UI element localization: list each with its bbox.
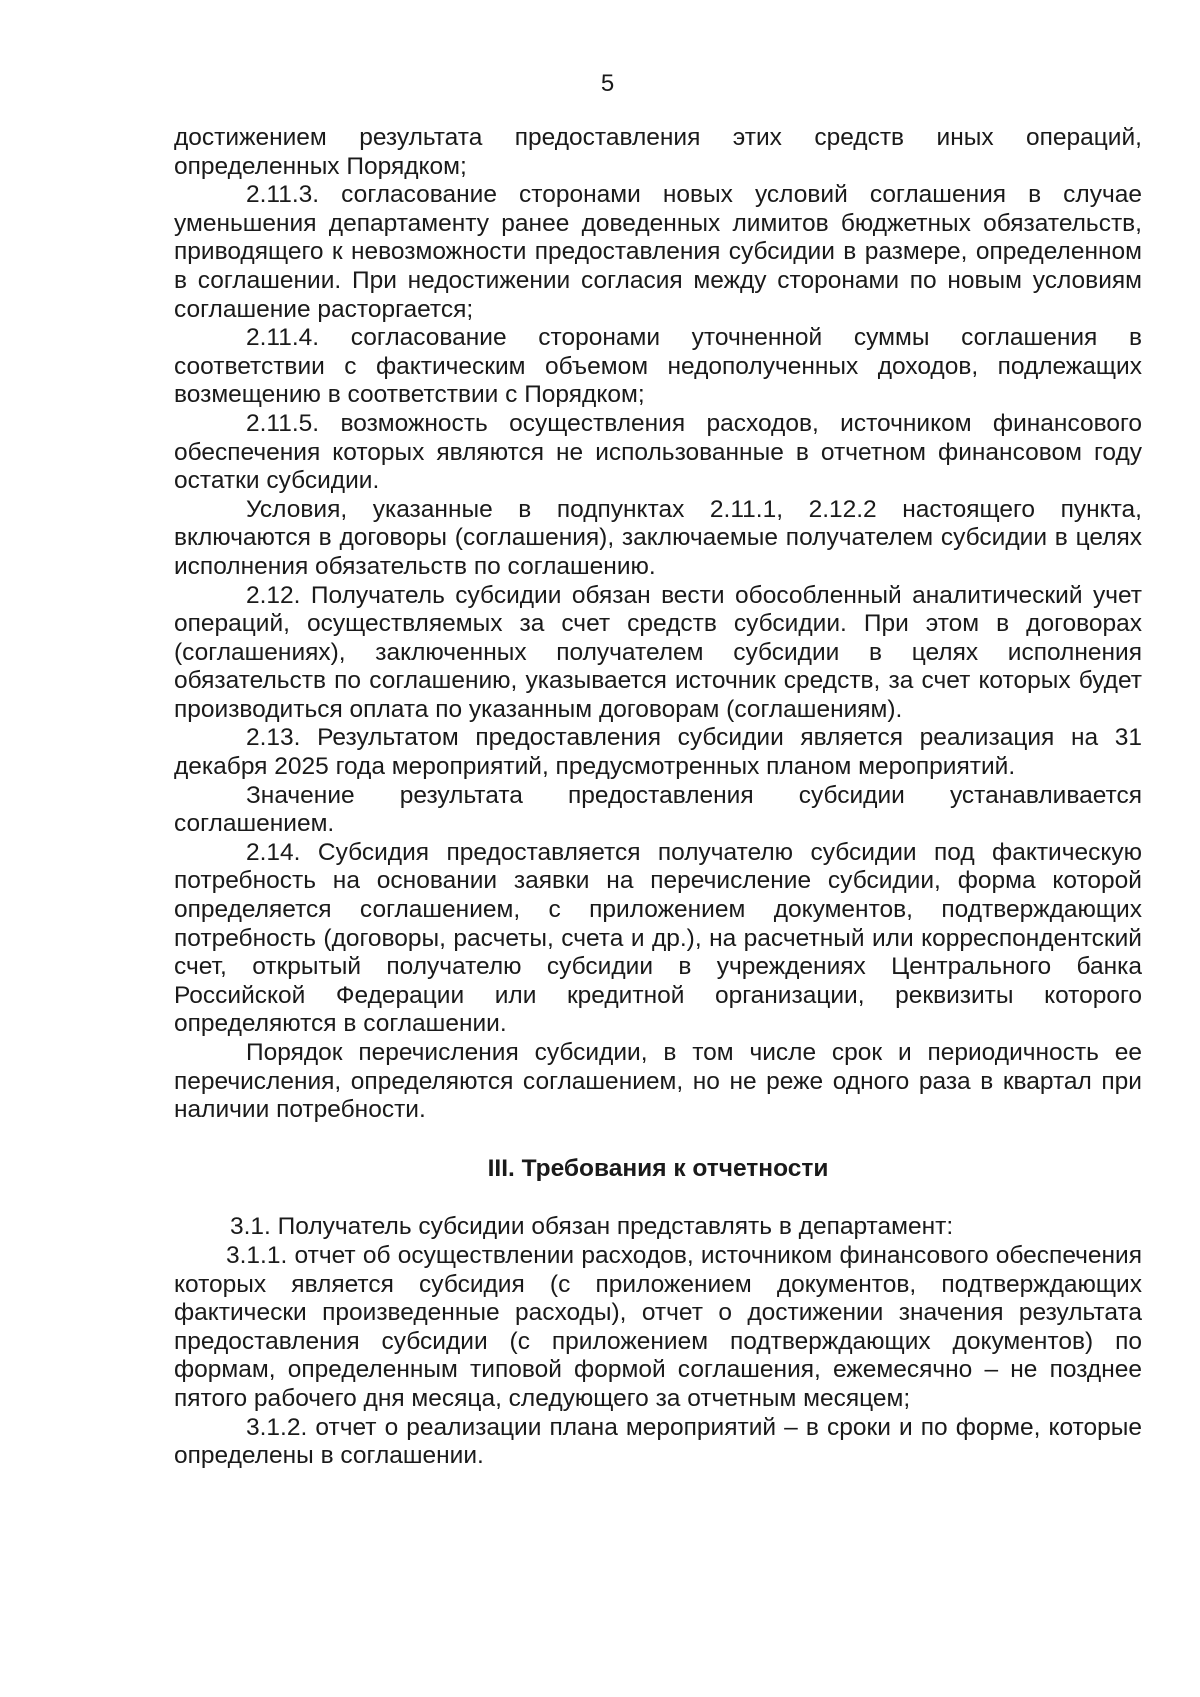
paragraph-2-11-3: 2.11.3. согласование сторонами новых условий соглашения в случае уменьшения департаменту ранее доведенных лимитов бюджетных обязательств, приводящего к невозможности предоставления субсидии в размере, определенном в соглашении. При недостижении согласия между сторонами по новым условиям соглашение расторгается; — [174, 181, 1142, 323]
paragraph-3-1-1: 3.1.1. отчет об осуществлении расходов, источником финансового обеспечения которых является субсидия (с приложением документов, подтверждающих фактически произведенные расходы), отчет о достижении значения результата предоставления субсидии (с приложением подтверждающих документов) по формам, определенным типовой формой соглашения, ежемесячно – не позднее пятого рабочего дня месяца, следующего за отчетным месяцем; — [174, 1241, 1142, 1412]
document-body — [174, 124, 1142, 1471]
paragraph-2-12: 2.12. Получатель субсидии обязан вести обособленный аналитический учет операций, осуществляемых за счет средств субсидии. При этом в договорах (соглашениях), заключенных получателем субсидии в целях исполнения обязательств по соглашению, указывается источник средств, за счет которых будет производиться оплата по указанным договорам (соглашениям). — [174, 581, 1142, 723]
paragraph-3-1: 3.1. Получатель субсидии обязан представлять в департамент: — [230, 1213, 954, 1241]
paragraph-transfer-order: Порядок перечисления субсидии, в том числе срок и периодичность ее перечисления, определяются соглашением, но не реже одного раза в квартал при наличии потребности. — [174, 1039, 1142, 1124]
paragraph-2-13: 2.13. Результатом предоставления субсидии является реализация на 31 декабря 2025 года мероприятий, предусмотренных планом мероприятий. — [174, 724, 1142, 781]
page-number: 5 — [600, 70, 615, 97]
paragraph-2-14: 2.14. Субсидия предоставляется получателю субсидии под фактическую потребность на основании заявки на перечисление субсидии, форма которой определяется соглашением, с приложением документов, подтверждающих потребность (договоры, расчеты, счета и др.), на расчетный или корреспондентский счет, открытый получателю субсидии в учреждениях Центрального банка Российской Федерации или кредитной организации, реквизиты которого определяются в соглашении. — [174, 838, 1142, 1038]
paragraph-result-value: Значение результата предоставления субсидии устанавливается соглашением. — [174, 781, 1142, 838]
paragraph-3-1-2: 3.1.2. отчет о реализации плана мероприятий – в сроки и по форме, которые определены в соглашении. — [174, 1413, 1142, 1470]
paragraph-2-11-4: 2.11.4. согласование сторонами уточненной суммы соглашения в соответствии с фактическим объемом недополученных доходов, подлежащих возмещению в соответствии с Порядком; — [174, 324, 1142, 409]
section-title: III. Требования к отчетности — [487, 1154, 829, 1182]
paragraph-2-11-5: 2.11.5. возможность осуществления расходов, источником финансового обеспечения которых являются не использованные в отчетном финансовом году остатки субсидии. — [174, 409, 1142, 495]
paragraph-continuation: достижением результата предоставления этих средств иных операций, определенных Порядком; — [174, 124, 1142, 180]
paragraph-conditions: Условия, указанные в подпунктах 2.11.1, 2.12.2 настоящего пункта, включаются в договоры (соглашения), заключаемые получателем субсидии в целях исполнения обязательств по соглашению. — [174, 495, 1142, 580]
